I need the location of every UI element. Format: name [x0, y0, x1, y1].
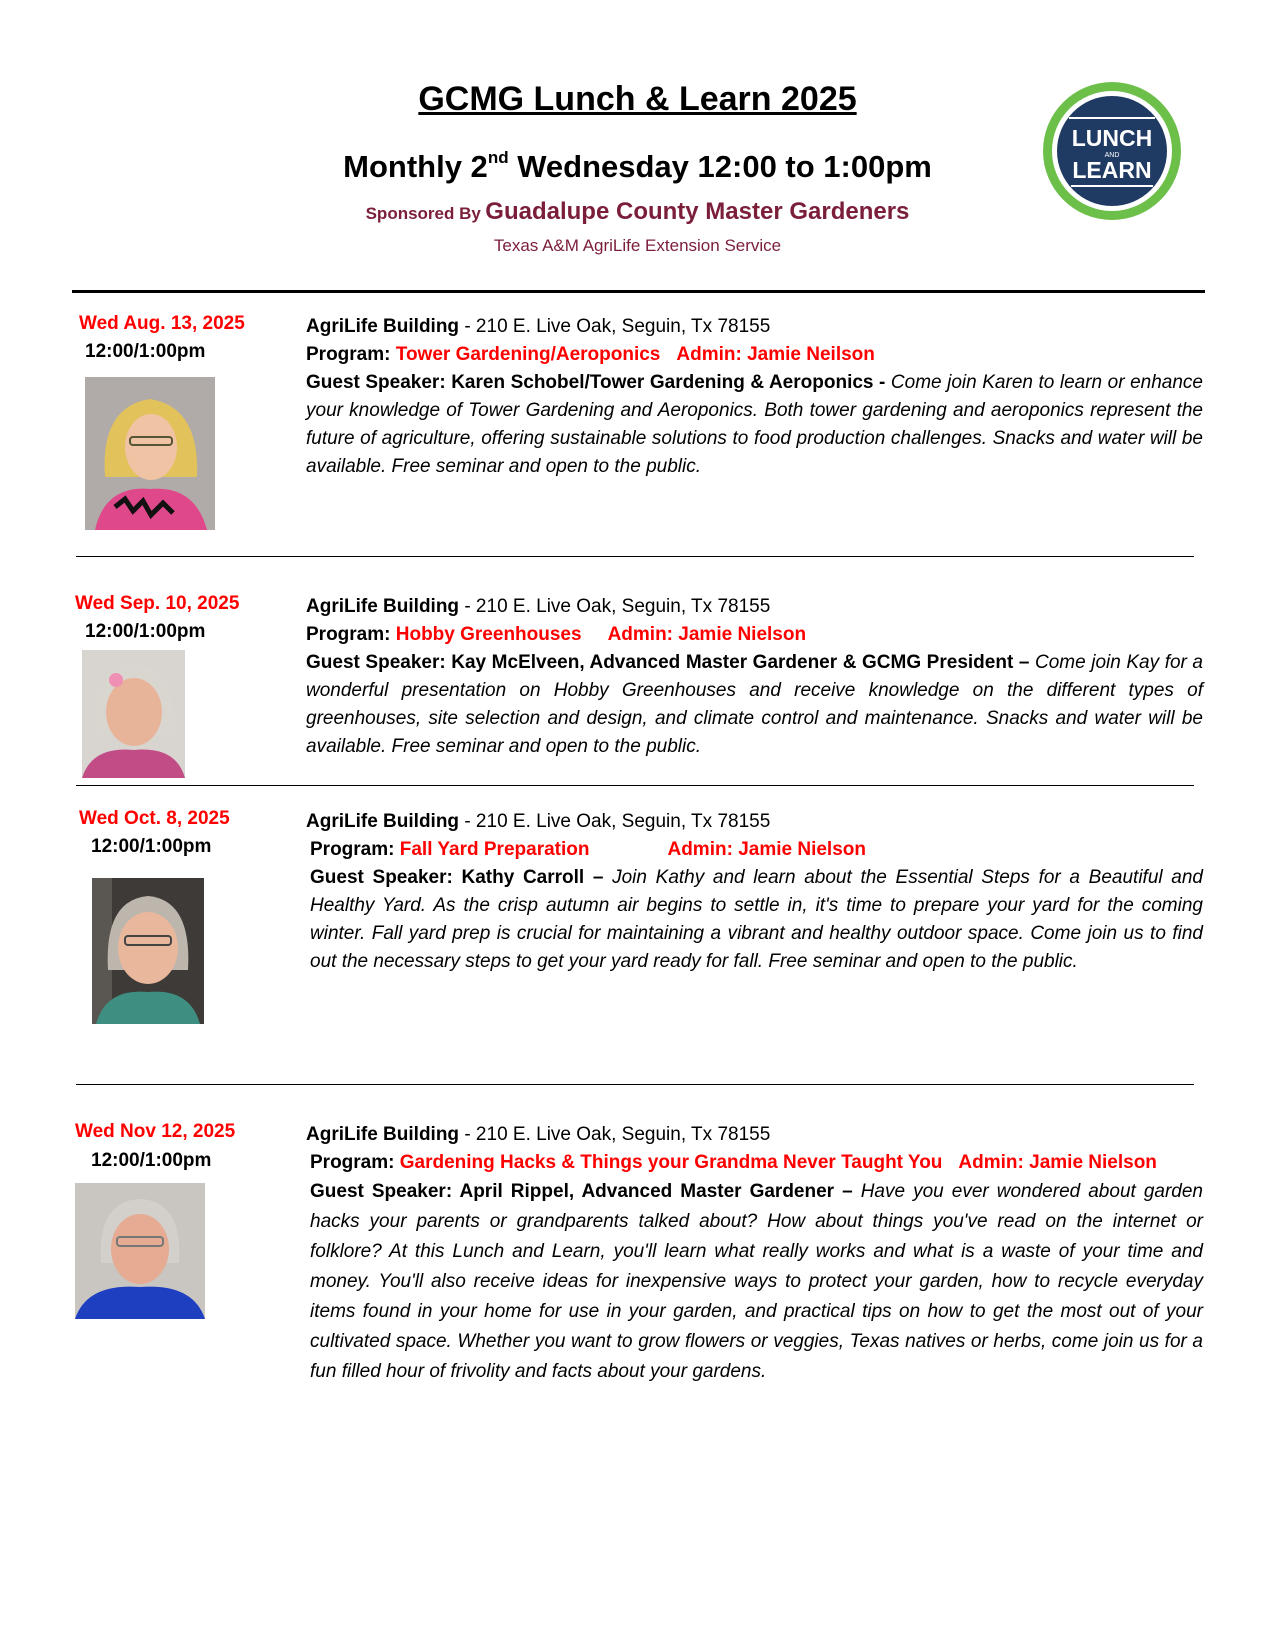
speaker-photo [85, 377, 215, 530]
location-address: - 210 E. Live Oak, Seguin, Tx 78155 [459, 596, 771, 617]
program-title: Fall Yard Preparation [399, 839, 590, 860]
description-text: Have you ever wondered about garden hacks your parents or grandparents talked about? How about things you've read on the internet or folklore? At this Lunch and Learn, you'll learn what really works and what is a waste of your time and money. You'll also receive ideas for inexpensive ways to protect your garden, how to recycle everyday items found in your home for use in your garden, and practical tips on how to get the most out of your cultivated space. Whether you want to grow flowers or veggies, Texas natives or herbs, come join us for a fun filled hour of frivolity and facts about your gardens. [310, 1181, 1203, 1382]
logo-fill [1057, 96, 1167, 206]
event-time: 12:00/1:00pm [85, 621, 206, 642]
header-divider [72, 290, 1205, 293]
program-admin: Admin: Jamie Nielson [958, 1152, 1157, 1173]
program-admin: Admin: Jamie Nielson [607, 624, 807, 645]
event-date: Wed Aug. 13, 2025 [79, 313, 245, 334]
subtitle-post: Wednesday 12:00 to 1:00pm [508, 149, 932, 184]
program-title: Tower Gardening/Aeroponics [395, 344, 661, 365]
event-details [300, 593, 1203, 761]
location-label: AgriLife Building [306, 811, 460, 832]
event-location [300, 1121, 1203, 1149]
program-label: Program: [306, 624, 396, 645]
program-label: Program: [310, 1152, 400, 1173]
event-program [300, 1149, 1203, 1177]
event-time: 12:00/1:00pm [91, 836, 212, 857]
event-location [300, 808, 1203, 836]
event-time: 12:00/1:00pm [91, 1150, 212, 1171]
lunch-and-learn-logo [1041, 80, 1183, 222]
event-separator [76, 1084, 1194, 1085]
speaker-photo [92, 878, 204, 1024]
event-program [300, 621, 1203, 649]
event-date: Wed Oct. 8, 2025 [79, 808, 230, 829]
location-address: - 210 E. Live Oak, Seguin, Tx 78155 [459, 1124, 771, 1145]
event-date: Wed Sep. 10, 2025 [75, 593, 240, 614]
event-details [300, 808, 1203, 976]
description-text: Come join Kay for a wonderful presentation on Hobby Greenhouses and receive knowledge on the different types of greenhouses, site selection and design, and climate control and maintenance. Snacks and water will be available. Free seminar and open to the public. [306, 652, 1203, 757]
guest-speaker: Guest Speaker: April Rippel, Advanced Master Gardener – [310, 1181, 861, 1202]
speaker-photo [82, 650, 185, 778]
event-location [300, 313, 1203, 341]
event-date: Wed Nov 12, 2025 [75, 1121, 236, 1142]
logo-text-learn: LEARN [1072, 157, 1152, 183]
event-description [300, 649, 1203, 761]
event-details [300, 313, 1203, 481]
sponsor-name: Guadalupe County Master Gardeners [485, 198, 910, 225]
event-description [300, 864, 1203, 976]
location-label: AgriLife Building [306, 596, 460, 617]
event-location [300, 593, 1203, 621]
event-separator [76, 556, 1194, 557]
program-title: Hobby Greenhouses [395, 624, 582, 645]
location-label: AgriLife Building [306, 1124, 460, 1145]
program-admin: Admin: Jamie Nielson [667, 839, 866, 860]
page-title: GCMG Lunch & Learn 2025 [418, 80, 857, 118]
location-address: - 210 E. Live Oak, Seguin, Tx 78155 [459, 811, 771, 832]
subtitle-pre: Monthly 2 [343, 149, 488, 184]
subtitle-sup: nd [487, 148, 509, 167]
event-description [300, 1177, 1203, 1387]
agency-name: Texas A&M AgriLife Extension Service [493, 236, 782, 255]
sponsored-by-label: Sponsored By [365, 204, 481, 223]
description-text: Come join Karen to learn or enhance your knowledge of Tower Gardening and Aeroponics. Both tower gardening and aeroponics represent the future of agriculture, offering sustainable solutions to food production challenges. Snacks and water will be available. Free seminar and open to the public. [306, 372, 1204, 477]
logo-text-and: AND [1104, 152, 1120, 159]
event-description [300, 369, 1203, 481]
program-label: Program: [310, 839, 400, 860]
program-title: Gardening Hacks & Things your Grandma Never Taught You [399, 1152, 943, 1173]
event-separator [76, 785, 1194, 786]
event-program [300, 341, 1203, 369]
program-label: Program: [306, 344, 396, 365]
location-address: - 210 E. Live Oak, Seguin, Tx 78155 [459, 316, 771, 337]
event-time: 12:00/1:00pm [85, 341, 206, 362]
guest-speaker: Guest Speaker: Karen Schobel/Tower Gardening & Aeroponics - [306, 372, 891, 393]
location-label: AgriLife Building [306, 316, 460, 337]
program-admin: Admin: Jamie Neilson [676, 344, 875, 365]
event-program [300, 836, 1203, 864]
guest-speaker: Guest Speaker: Kathy Carroll – [310, 867, 613, 888]
speaker-photo [75, 1183, 205, 1319]
event-details [300, 1121, 1203, 1387]
guest-speaker: Guest Speaker: Kay McElveen, Advanced Master Gardener & GCMG President – [306, 652, 1035, 673]
description-text: Join Kathy and learn about the Essential Steps for a Beautiful and Healthy Yard. As the crisp autumn air begins to settle in, it's time to prepare your yard for the coming winter. Fall yard prep is crucial for maintaining a vibrant and healthy outdoor space. Come join us to find out the necessary steps to get your yard ready for fall. Free seminar and open to the public. [310, 867, 1203, 972]
logo-text-lunch: LUNCH [1071, 125, 1153, 151]
